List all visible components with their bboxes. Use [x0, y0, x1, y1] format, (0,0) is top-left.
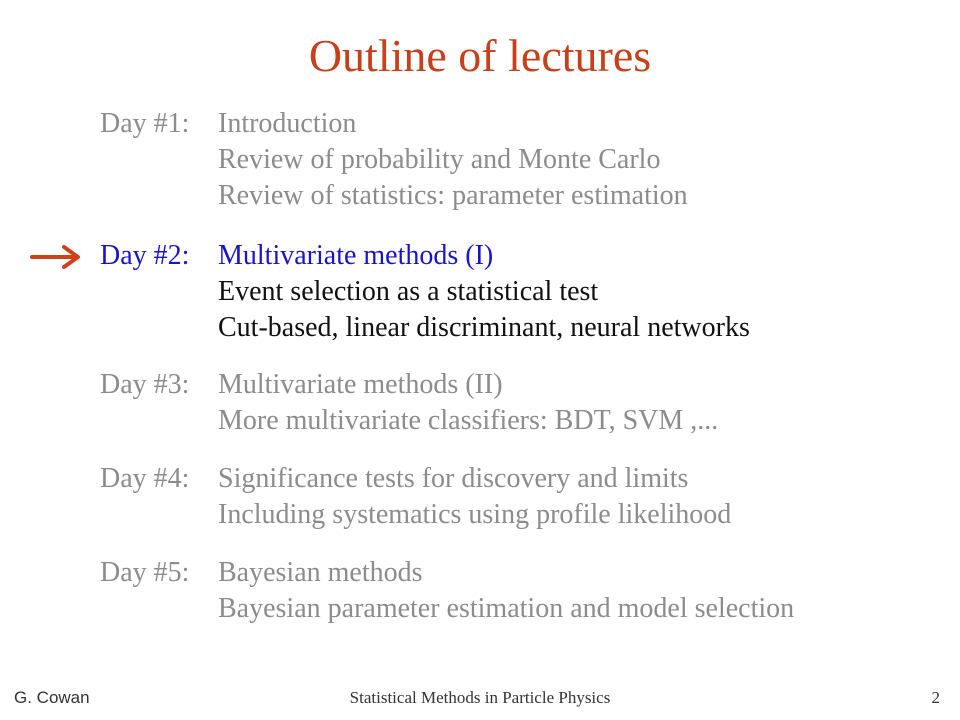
day-1-subtopic-2: Review of statistics: parameter estimation — [218, 180, 688, 211]
day-2-topic: Multivariate methods (I) — [218, 240, 494, 271]
day-4-label: Day #4: — [100, 463, 190, 494]
day-3-label: Day #3: — [100, 369, 190, 400]
day-3-topic: Multivariate methods (II) — [218, 369, 503, 400]
footer-author: G. Cowan — [14, 688, 90, 707]
page-number: 2 — [931, 688, 940, 707]
day-4-subtopic-1: Including systematics using profile likelihood — [218, 499, 732, 530]
day-5-block — [100, 555, 794, 627]
day-2-label: Day #2: — [100, 240, 190, 271]
day-5-subtopic-1: Bayesian parameter estimation and model selection — [218, 593, 795, 624]
right-arrow-icon — [30, 243, 84, 271]
slide-title: Outline of lectures — [308, 30, 652, 81]
day-4-block — [100, 461, 731, 533]
day-2-subtopic-2: Cut-based, linear discriminant, neural networks — [218, 312, 750, 343]
day-5-topic: Bayesian methods — [218, 557, 423, 588]
day-4-topic: Significance tests for discovery and limits — [218, 463, 689, 494]
day-1-block — [100, 106, 688, 214]
day-2-block — [100, 238, 750, 346]
day-2-subtopic-1: Event selection as a statistical test — [218, 276, 599, 307]
day-1-topic: Introduction — [218, 108, 357, 139]
day-3-subtopic-1: More multivariate classifiers: BDT, SVM ,... — [218, 405, 719, 436]
day-3-block — [100, 367, 718, 439]
day-1-label: Day #1: — [100, 108, 190, 139]
day-5-label: Day #5: — [100, 557, 190, 588]
day-1-subtopic-1: Review of probability and Monte Carlo — [218, 144, 661, 175]
footer-course-title: Statistical Methods in Particle Physics — [349, 688, 611, 707]
